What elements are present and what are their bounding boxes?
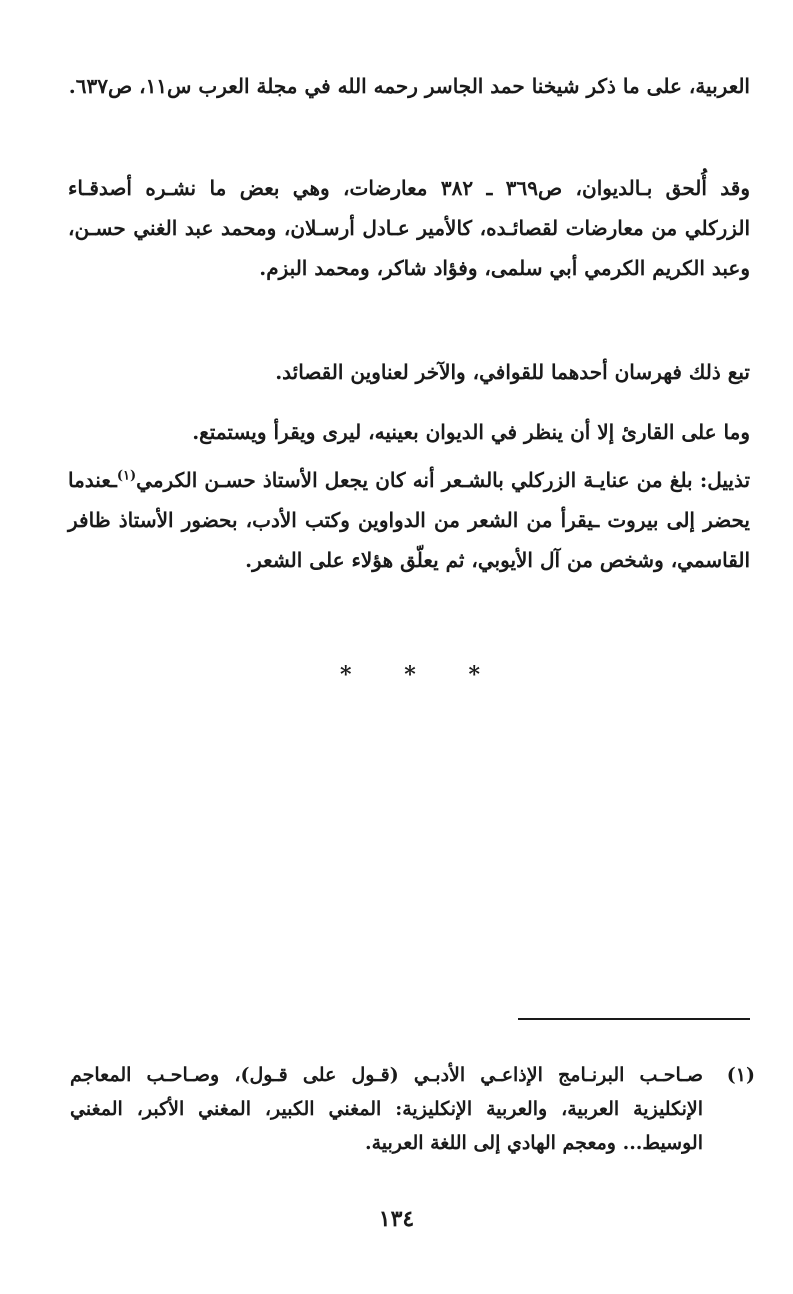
- appendix-label: تذييل:: [699, 468, 751, 492]
- paragraph-appendix-note: [68, 460, 750, 580]
- section-separator: [340, 662, 480, 688]
- footnote-text: صـاحـب البرنـامج الإذاعـي الأدبـي (قـول على قـول)، وصـاحـب المعاجم الإنكليزية العربية، والعربية الإنكليزية: المغني الكبير، المغني الأكبر، المغني الوسيط... ومعجم الهادي إلى اللغة العربية.: [70, 1064, 703, 1154]
- separator-star: *: [340, 662, 352, 688]
- footnote-divider: [518, 1018, 750, 1020]
- appendix-text-part1: بلغ من عنايـة الزركلي بالشـعر أنه كان يجعل الأستاذ حسـن الكرمي: [136, 468, 693, 492]
- separator-star: *: [404, 662, 416, 688]
- paragraph-indexes: تبع ذلك فهرسان أحدهما للقوافي، والآخر لعناوين القصائد.: [275, 360, 750, 384]
- separator-star: *: [468, 662, 480, 688]
- paragraph-appended-responses: وقد أُلحق بـالديوان، ص٣٦٩ ـ ٣٨٢ معارضات، وهي بعض ما نشـره أصدقـاء الزركلي من معارضات لقصائـده، كالأمير عـادل أرسـلان، ومحمد عبد الغني حسـن، وعبد الكريم الكرمي أبي سلمى، وفؤاد شاكر، ومحمد البزم.: [68, 176, 750, 280]
- footnote-reference[interactable]: (١): [116, 468, 137, 484]
- footnote: [70, 1058, 755, 1160]
- paragraph-reader: وما على القارئ إلا أن ينظر في الديوان بعينيه، ليرى ويقرأ ويستمتع.: [192, 420, 750, 444]
- paragraph-continuation: العربية، على ما ذكر شيخنا حمد الجاسر رحمه الله في مجلة العرب س١١، ص٦٣٧.: [68, 74, 750, 98]
- page-number: ١٣٤: [378, 1206, 415, 1232]
- appendix-text-part2: ـعندما يحضر إلى بيروت ـيقرأ من الشعر من الدواوين وكتب الأدب، بحضور الأستاذ ظافر القاسمي، وشخص من آل الأيوبي، ثم يعلّق هؤلاء على الشعر.: [68, 468, 750, 572]
- footnote-number: (١): [726, 1064, 755, 1086]
